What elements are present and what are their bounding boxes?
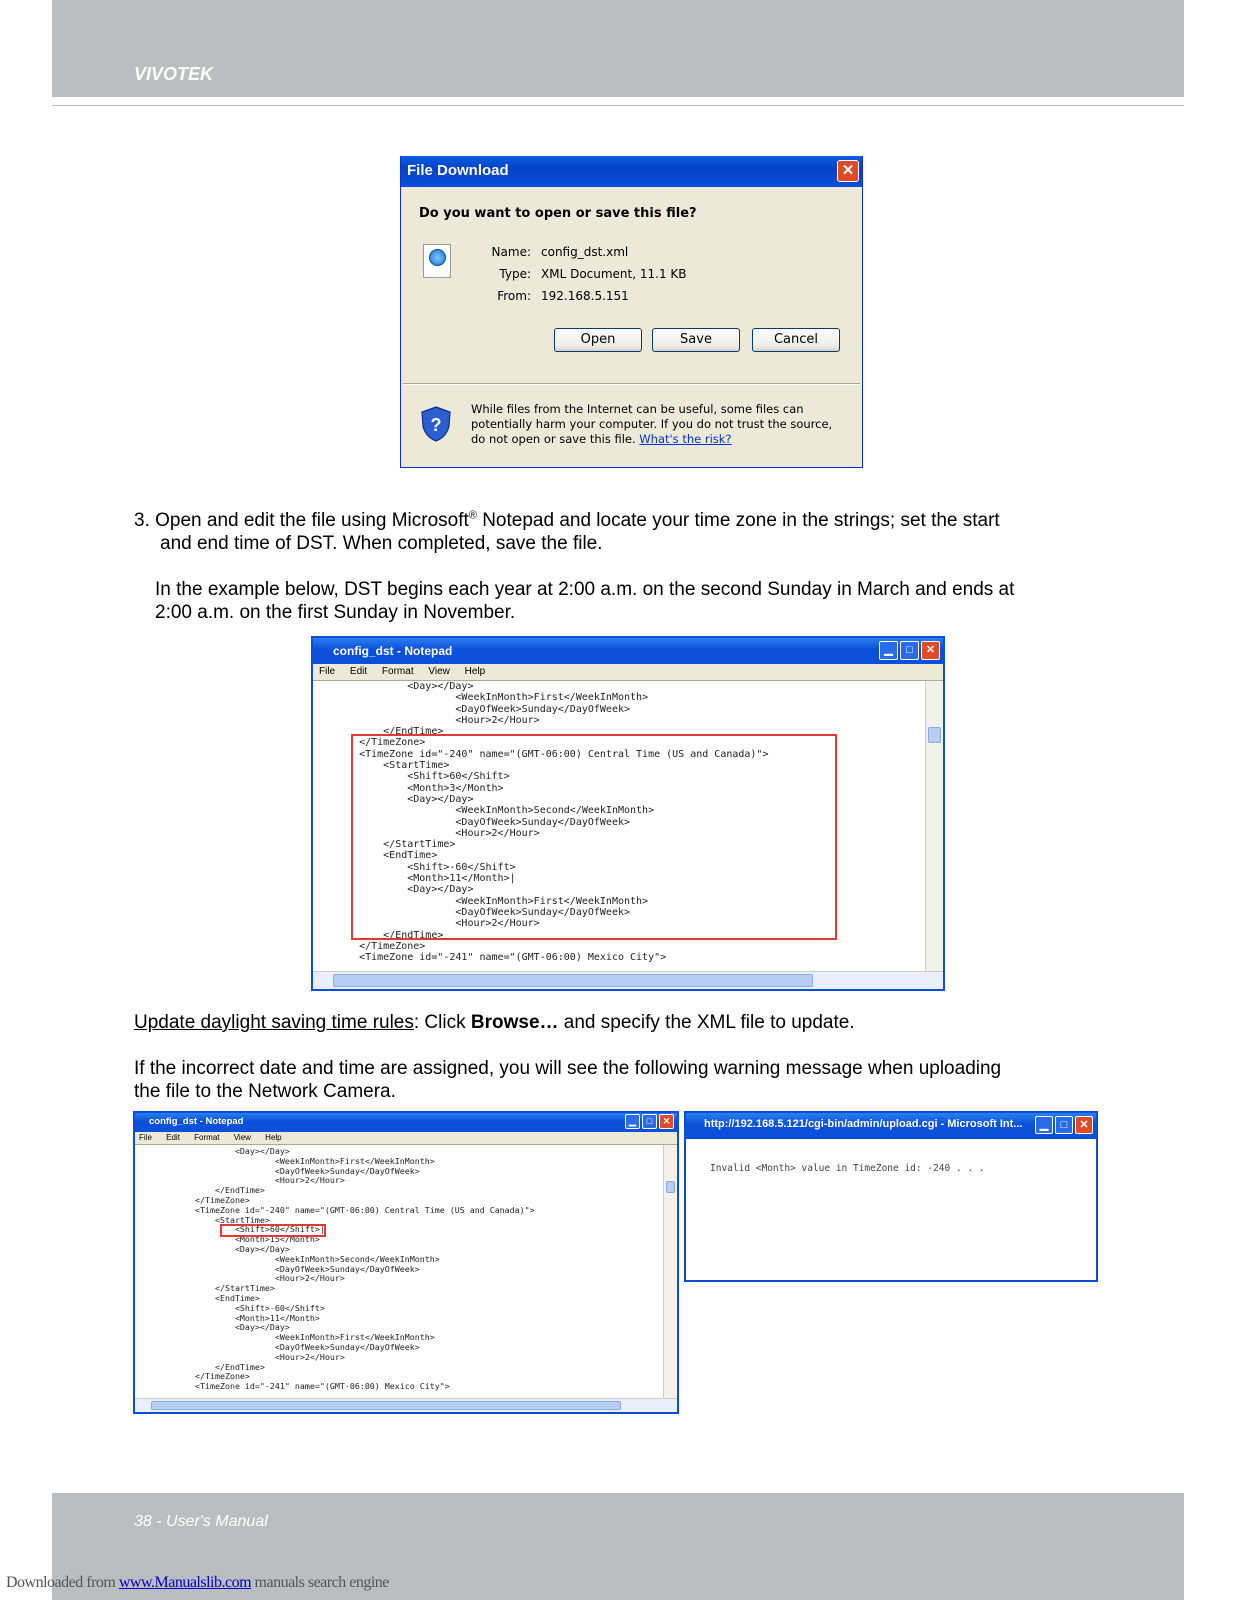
browse-label: Browse… [470, 1012, 559, 1033]
download-credit [6, 1574, 389, 1592]
save-button[interactable]: Save [652, 328, 740, 352]
menu-view[interactable]: View [428, 666, 450, 677]
maximize-icon[interactable]: □ [900, 641, 919, 660]
security-warning [471, 402, 841, 447]
example-line1: In the example below, DST begins each year at 2:00 a.m. on the second Sunday in March and ends at [155, 579, 1015, 600]
type-label: Type: [499, 267, 531, 281]
warning-paragraph-line2: the file to the Network Camera. [134, 1081, 396, 1102]
error-message: Invalid <Month> value in TimeZone id: -240 . . . [710, 1163, 985, 1174]
ie-title: http://192.168.5.121/cgi-bin/admin/upload.cgi - Microsoft Int... [704, 1118, 1023, 1130]
notepad-window-invalid [133, 1111, 679, 1414]
notepad-window-example [311, 636, 945, 991]
xml-content-invalid: <Day></Day> <WeekInMonth>First</WeekInMonth> <DayOfWeek>Sunday</DayOfWeek> <Hour>2</Hour> </EndTime> </TimeZone> <TimeZone id="-240" name="(GMT-06:00) Central Time (US and Canada)"> <StartTime> <Shift>60</Shift>| <Month>15</Month> <Day></Day> <WeekInMonth>Second</WeekInMonth> <DayOfWeek>Sunday</DayOfWeek> <Hour>2</Hour> </StartTime> <EndTime> <Shift>-60</Shift> <Month>11</Month> <Day></Day> <WeekInMonth>First</WeekInMonth> <DayOfWeek>Sunday</DayOfWeek> <Hour>2</Hour> </EndTime> </TimeZone> <TimeZone id="-241" name="(GMT-06:00) Mexico City"> [194, 1146, 535, 1392]
dialog-title: File Download [407, 162, 509, 179]
menu-help[interactable]: Help [265, 1133, 282, 1142]
registered-mark: ® [468, 509, 477, 522]
svg-text:?: ? [430, 415, 442, 435]
update-text-a: : Click [413, 1012, 471, 1033]
close-icon[interactable]: ✕ [921, 641, 940, 660]
shield-icon [421, 406, 451, 442]
ie-titlebar [686, 1113, 1096, 1139]
xml-file-icon [423, 244, 451, 278]
menu-edit[interactable]: Edit [349, 666, 368, 677]
menu-file[interactable]: File [319, 666, 336, 677]
name-value: config_dst.xml [541, 245, 629, 259]
horizontal-scrollbar[interactable] [313, 971, 943, 989]
menu-format[interactable]: Format [381, 666, 414, 677]
notepad-text-area[interactable] [313, 681, 943, 989]
horizontal-scrollbar[interactable] [135, 1398, 677, 1412]
minimize-icon[interactable]: ▁ [879, 641, 898, 660]
menu-help[interactable]: Help [464, 666, 486, 677]
risk-link[interactable]: What's the risk? [639, 432, 732, 446]
vertical-scrollbar[interactable] [925, 681, 943, 971]
notepad-title: config_dst - Notepad [333, 644, 453, 658]
menu-format[interactable]: Format [194, 1133, 220, 1142]
step3-paragraph [134, 510, 1104, 532]
menu-edit[interactable]: Edit [166, 1133, 180, 1142]
menu-file[interactable]: File [139, 1133, 152, 1142]
maximize-icon[interactable]: □ [642, 1114, 657, 1129]
downloaded-from: Downloaded from [6, 1574, 119, 1591]
file-download-dialog [400, 156, 863, 468]
warning-text: While files from the Internet can be useful, some files can potentially harm your computer. If you do not trust the source, do not open or save this file. [471, 402, 833, 446]
step3-line2: and end time of DST. When completed, save the file. [160, 533, 603, 554]
from-value: 192.168.5.151 [541, 289, 629, 303]
page-header [52, 0, 1184, 97]
name-label: Name: [491, 245, 531, 259]
invalid-month-highlight [220, 1224, 326, 1237]
dialog-question: Do you want to open or save this file? [419, 206, 697, 221]
update-rules-link: Update daylight saving time rules [134, 1012, 414, 1033]
update-text-b: and specify the XML file to update. [558, 1012, 855, 1033]
notepad-titlebar [313, 638, 943, 664]
update-rules-paragraph [134, 1012, 1104, 1034]
step3-text-a: 3. Open and edit the file using Microsoft [134, 510, 469, 531]
close-icon[interactable]: ✕ [659, 1114, 674, 1129]
search-engine-text: manuals search engine [251, 1574, 389, 1591]
brand-name: VIVOTEK [134, 64, 214, 84]
notepad2-titlebar [135, 1113, 677, 1132]
header-divider [52, 105, 1184, 106]
vertical-scrollbar[interactable] [663, 1145, 677, 1398]
close-icon[interactable]: ✕ [1075, 1116, 1093, 1134]
warning-paragraph-line1: If the incorrect date and time are assigned, you will see the following warning message when uploading [134, 1058, 1002, 1079]
open-button[interactable]: Open [554, 328, 642, 352]
maximize-icon[interactable]: □ [1055, 1116, 1073, 1134]
minimize-icon[interactable]: ▁ [625, 1114, 640, 1129]
step3-text-b: Notepad and locate your time zone in the strings; set the start [476, 510, 1000, 531]
cancel-button[interactable]: Cancel [752, 328, 840, 352]
type-value: XML Document, 11.1 KB [541, 267, 687, 281]
highlight-box [351, 734, 837, 940]
ie-error-window [684, 1111, 1098, 1282]
from-label: From: [497, 289, 531, 303]
notepad2-menu [135, 1132, 677, 1145]
menu-view[interactable]: View [233, 1133, 251, 1142]
notepad2-text-area[interactable] [135, 1145, 677, 1412]
page-number: 38 - User's Manual [134, 1513, 268, 1530]
minimize-icon[interactable]: ▁ [1035, 1116, 1053, 1134]
dialog-separator [403, 383, 860, 385]
notepad2-title: config_dst - Notepad [149, 1116, 244, 1127]
dialog-titlebar [401, 156, 862, 187]
close-icon[interactable]: ✕ [837, 160, 859, 182]
xml-content: <Day></Day> <WeekInMonth>First</WeekInMonth> <DayOfWeek>Sunday</DayOfWeek> <Hour>2</Hour> </EndTime> </TimeZone> <TimeZone id="-240" name="(GMT-06:00) Central Time (US and Canada)"> <StartTime> <Shift>60</Shift> <Month>3</Month> <Day></Day> <WeekInMonth>Second</WeekInMonth> <DayOfWeek>Sunday</DayOfWeek> <Hour>2</Hour> </StartTime> <EndTime> <Shift>-60</Shift> <Month>11</Month>| <Day></Day> <WeekInMonth>First</WeekInMonth> <DayOfWeek>Sunday</DayOfWeek> <Hour>2</Hour> </EndTime> </TimeZone> <TimeZone id="-241" name="(GMT-06:00) Mexico City"> [359, 681, 769, 964]
manualslib-link[interactable]: www.Manualslib.com [118, 1574, 252, 1591]
example-line2: 2:00 a.m. on the first Sunday in November. [155, 602, 516, 623]
notepad-menu [313, 664, 943, 681]
